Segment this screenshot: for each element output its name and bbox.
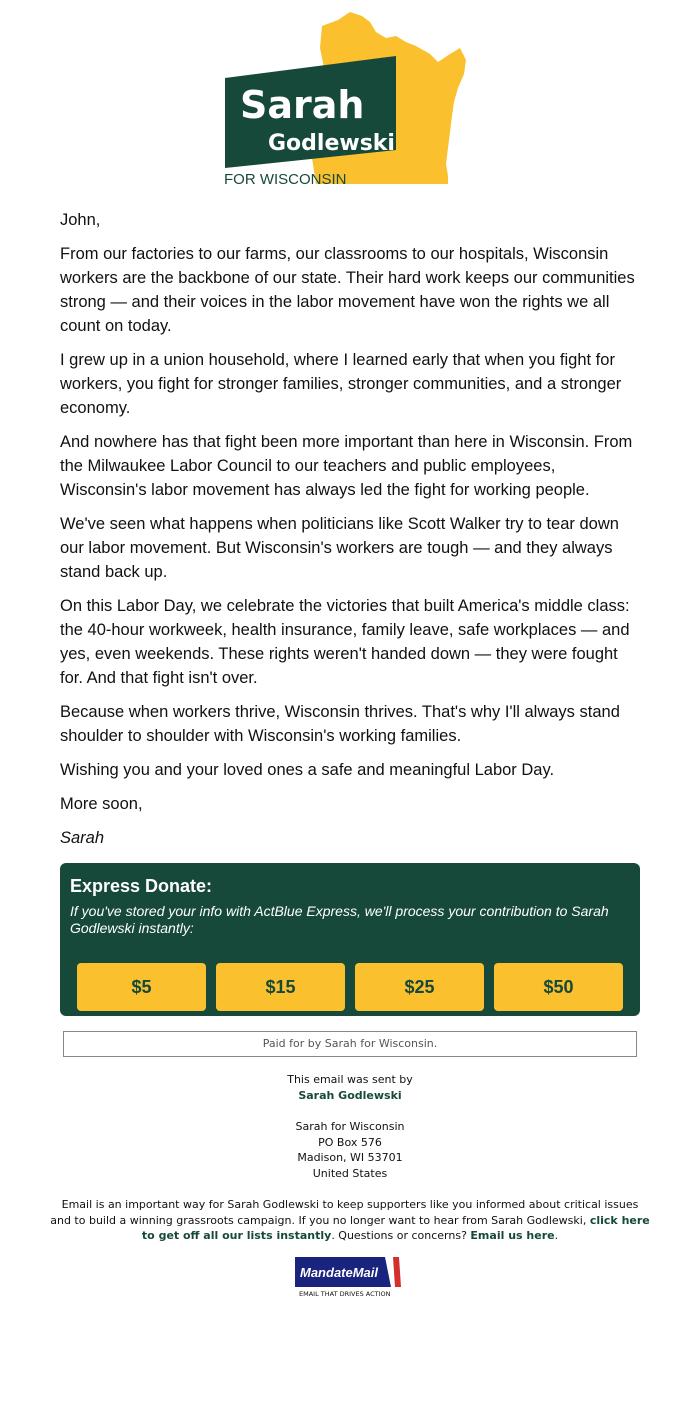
wisconsin-logo-graphic [220, 8, 510, 188]
paragraph: Wishing you and your loved ones a safe and meaningful Labor Day. [60, 761, 555, 779]
paid-for-disclaimer: Paid for by Sarah for Wisconsin. [63, 1031, 637, 1057]
sent-by-label: This email was sent by [287, 1073, 413, 1086]
unsubscribe-link[interactable]: click here to get off all our lists instantly [141, 1213, 650, 1242]
donate-title: Express Donate: [70, 876, 213, 896]
address-line-1: PO Box 576 [318, 1135, 382, 1149]
logo-line-1: Sarah [240, 83, 365, 127]
badge-name: MandateMail [300, 1265, 379, 1280]
email-footer [50, 1072, 650, 1244]
disclaimer-text: Email is an important way for Sarah Godlewski to keep supporters like you informed about critical issues and to build a winning grassroots campaign. If you no longer want to hear from Sarah Godlewski, [50, 1198, 639, 1227]
greeting: John, [60, 211, 101, 229]
email-us-link[interactable]: Email us here [470, 1229, 555, 1242]
campaign-logo [0, 0, 700, 200]
mandatemail-badge[interactable] [295, 1257, 405, 1299]
questions-text: . Questions or concerns? [331, 1229, 467, 1242]
paragraph: Because when workers thrive, Wisconsin thrives. That's why I'll always stand shoulder to shoulder with Wisconsin's working families. [60, 703, 620, 745]
closing: More soon, [60, 795, 143, 813]
paragraph: We've seen what happens when politicians like Scott Walker try to tear down our labor movement. But Wisconsin's workers are tough — and they always stand back up. [60, 515, 619, 581]
donate-amounts [77, 963, 625, 1011]
donate-subtitle: If you've stored your info with ActBlue Express, we'll process your contribution to Sarah Godlewski instantly: [70, 903, 609, 936]
donate-15-button[interactable]: $15 [216, 963, 345, 1011]
footer-disclaimer [50, 1197, 650, 1244]
express-donate-panel [60, 863, 640, 1016]
badge-tagline: EMAIL THAT DRIVES ACTION [299, 1290, 391, 1298]
org-name: Sarah for Wisconsin [295, 1120, 405, 1133]
logo-line-3: FOR WISCONSIN [224, 171, 347, 188]
signature: Sarah [60, 829, 105, 847]
address-country: United States [312, 1166, 388, 1180]
address-line-2: Madison, WI 53701 [297, 1151, 403, 1164]
logo-line-2: Godlewski [268, 131, 395, 156]
paragraph: And nowhere has that fight been more important than here in Wisconsin. From the Milwaukee Labor Council to our teachers and public employees, Wisconsin's labor movement has always led the fight for working people. [60, 433, 633, 499]
donate-5-button[interactable]: $5 [77, 963, 206, 1011]
letter-body [60, 208, 640, 860]
donate-25-button[interactable]: $25 [355, 963, 484, 1011]
paragraph: From our factories to our farms, our classrooms to our hospitals, Wisconsin workers are the backbone of our state. Their hard work keeps our communities strong — and their voices in the labor movement have won the rights we all count on today. [60, 245, 635, 335]
end-punct: . [554, 1229, 559, 1242]
paragraph: On this Labor Day, we celebrate the victories that built America's middle class: the 40-hour workweek, health insurance, family leave, safe workplaces — and yes, even weekends. These rights weren't handed down — they were fought for. And that fight isn't over. [60, 597, 630, 687]
donate-50-button[interactable]: $50 [494, 963, 623, 1011]
sender-name: Sarah Godlewski [298, 1088, 402, 1102]
paragraph: I grew up in a union household, where I learned early that when you fight for workers, you fight for stronger families, stronger communities, and a stronger economy. [60, 351, 622, 417]
